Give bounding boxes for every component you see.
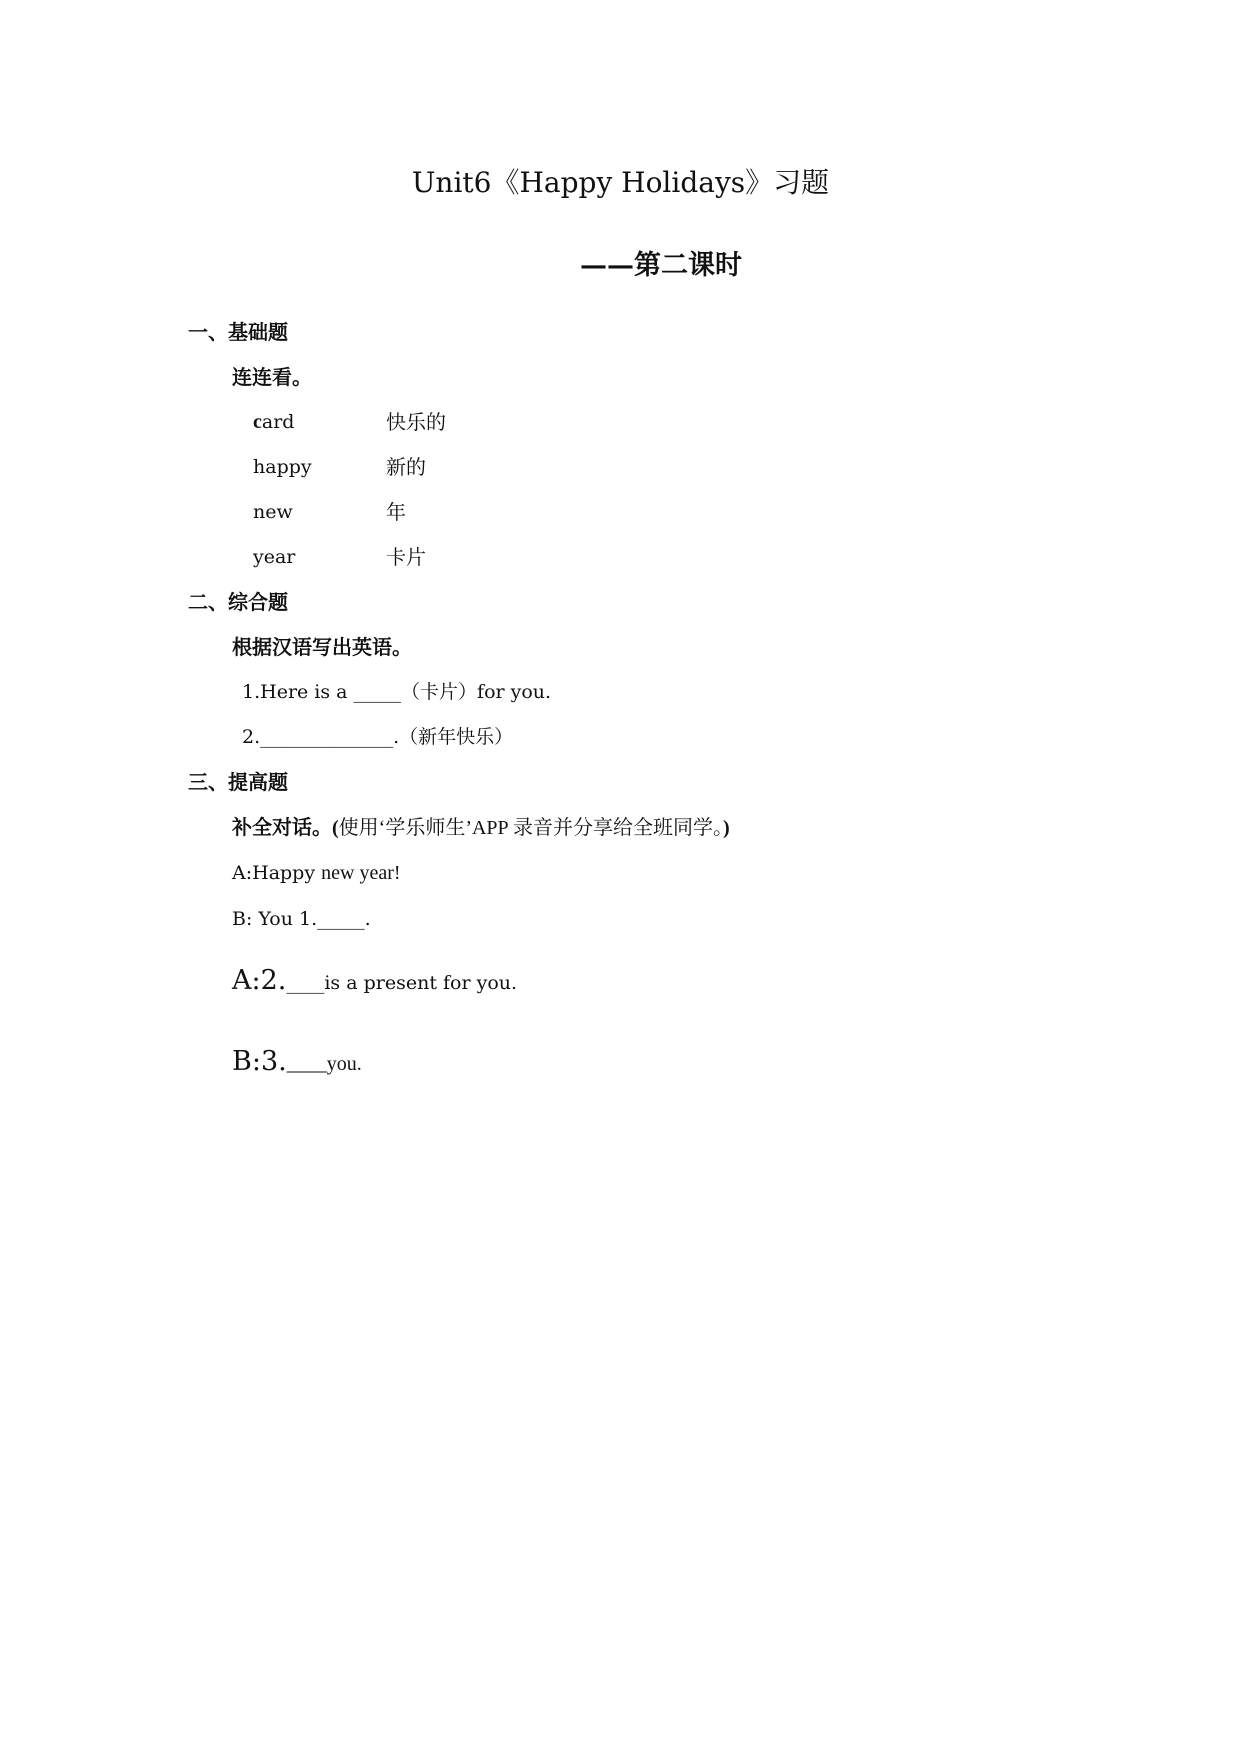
dialogue-line-3-prefix: A:2. [232,965,287,996]
dialogue-line-2 [232,905,371,933]
dialogue-line-1-text: new year! [321,862,401,884]
question-1: 1.Here is a _____（卡片）for you. [242,681,552,703]
section3-note: 使用‘学乐师生’APP 录音并分享给全班同学。 [338,817,723,839]
match-word-happy: happy [253,456,312,478]
section1-instruction: 连连看。 [232,365,312,389]
note-close-paren: ) [722,817,730,839]
section2-instruction: 根据汉语写出英语。 [232,635,412,659]
match-word-new: new [253,501,293,523]
match-meaning-2: 新的 [386,455,426,479]
match-word-rest: ard [261,411,295,433]
section3-heading: 三、提高题 [188,770,288,794]
match-meaning-1: 快乐的 [386,410,446,434]
section1-heading: 一、基础题 [188,320,288,344]
page-subtitle: ——第二课时 [580,250,742,281]
dialogue-line-1 [232,859,401,887]
note-open-paren: ( [332,817,339,839]
match-word-year: year [253,546,296,568]
section2-heading: 二、综合题 [188,590,288,614]
dialogue-line-4-text: ____you. [286,1053,362,1075]
dialogue-line-3-text: ____is a present for you. [286,972,518,994]
match-meaning-4: 卡片 [386,545,426,569]
match-word-first-letter: c [253,411,262,433]
section3-instruction [232,813,730,842]
dialogue-line-4-prefix: B:3. [232,1046,287,1077]
match-word-card [253,408,294,436]
dialogue-line-2-prefix: B: You 1._____. [232,908,371,930]
question-2: 2.______________.（新年快乐） [242,726,514,748]
match-meaning-3: 年 [386,500,406,524]
section3-instruction-label: 补全对话。 [232,815,332,839]
dialogue-line-1-prefix: A:Happy [232,862,322,884]
dialogue-line-4 [232,1045,362,1081]
page-title: Unit6《Happy Holidays》习题 [411,166,830,199]
dialogue-line-3 [232,964,517,1000]
